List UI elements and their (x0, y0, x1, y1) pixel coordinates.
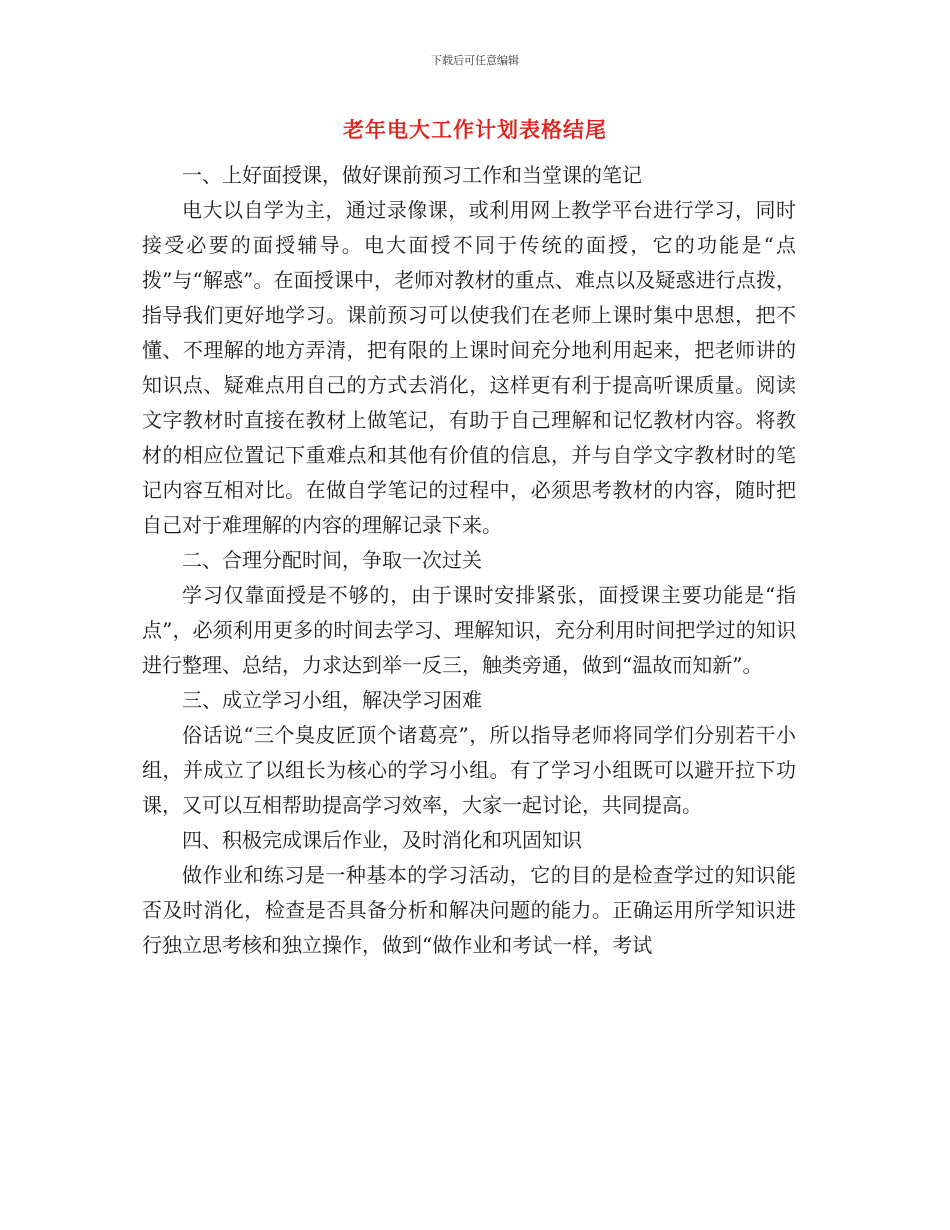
document-body (142, 158, 796, 963)
paragraph-1: 电大以自学为主，通过录像课，或利用网上教学平台进行学习，同时接受必要的面授辅导。电大面授不同于传统的面授，它的功能是“点拨”与“解惑”。在面授课中，老师对教材的重点、难点以及疑惑进行点拨，指导我们更好地学习。课前预习可以使我们在老师上课时集中思想，把不懂、不理解的地方弄清，把有限的上课时间充分地利用起来，把老师讲的知识点、疑难点用自己的方式去消化，这样更有利于提高听课质量。阅读文字教材时直接在教材上做笔记，有助于自己理解和记忆教材内容。将教材的相应位置记下重难点和其他有价值的信息，并与自学文字教材时的笔记内容互相对比。在做自学笔记的过程中，必须思考教材的内容，随时把自己对于难理解的内容的理解记录下来。 (142, 198, 796, 537)
document-title: 老年电大工作计划表格结尾 (343, 117, 607, 142)
paragraph-2: 学习仅靠面授是不够的，由于课时安排紧张，面授课主要功能是“指点”，必须利用更多的时间去学习、理解知识，充分利用时间把学过的知识进行整理、总结，力求达到举一反三，触类旁通，做到“温故而知新”。 (142, 583, 796, 677)
section-heading-2: 二、合理分配时间，争取一次过关 (182, 548, 482, 572)
header-note: 下载后可任意编辑 (431, 54, 519, 67)
section-heading-1: 一、上好面授课，做好课前预习工作和当堂课的笔记 (182, 163, 642, 187)
section-heading-4: 四、积极完成课后作业，及时消化和巩固知识 (182, 828, 582, 852)
paragraph-4: 做作业和练习是一种基本的学习活动，它的目的是检查学过的知识能否及时消化，检查是否具备分析和解决问题的能力。正确运用所学知识进行独立思考核和独立操作，做到“做作业和考试一样，考试 (142, 863, 796, 957)
paragraph-3: 俗话说“三个臭皮匠顶个诸葛亮”，所以指导老师将同学们分别若干小组，并成立了以组长为核心的学习小组。有了学习小组既可以避开拉下功课，又可以互相帮助提高学习效率，大家一起讨论，共同提高。 (142, 723, 796, 817)
section-heading-3: 三、成立学习小组，解决学习困难 (182, 688, 482, 712)
